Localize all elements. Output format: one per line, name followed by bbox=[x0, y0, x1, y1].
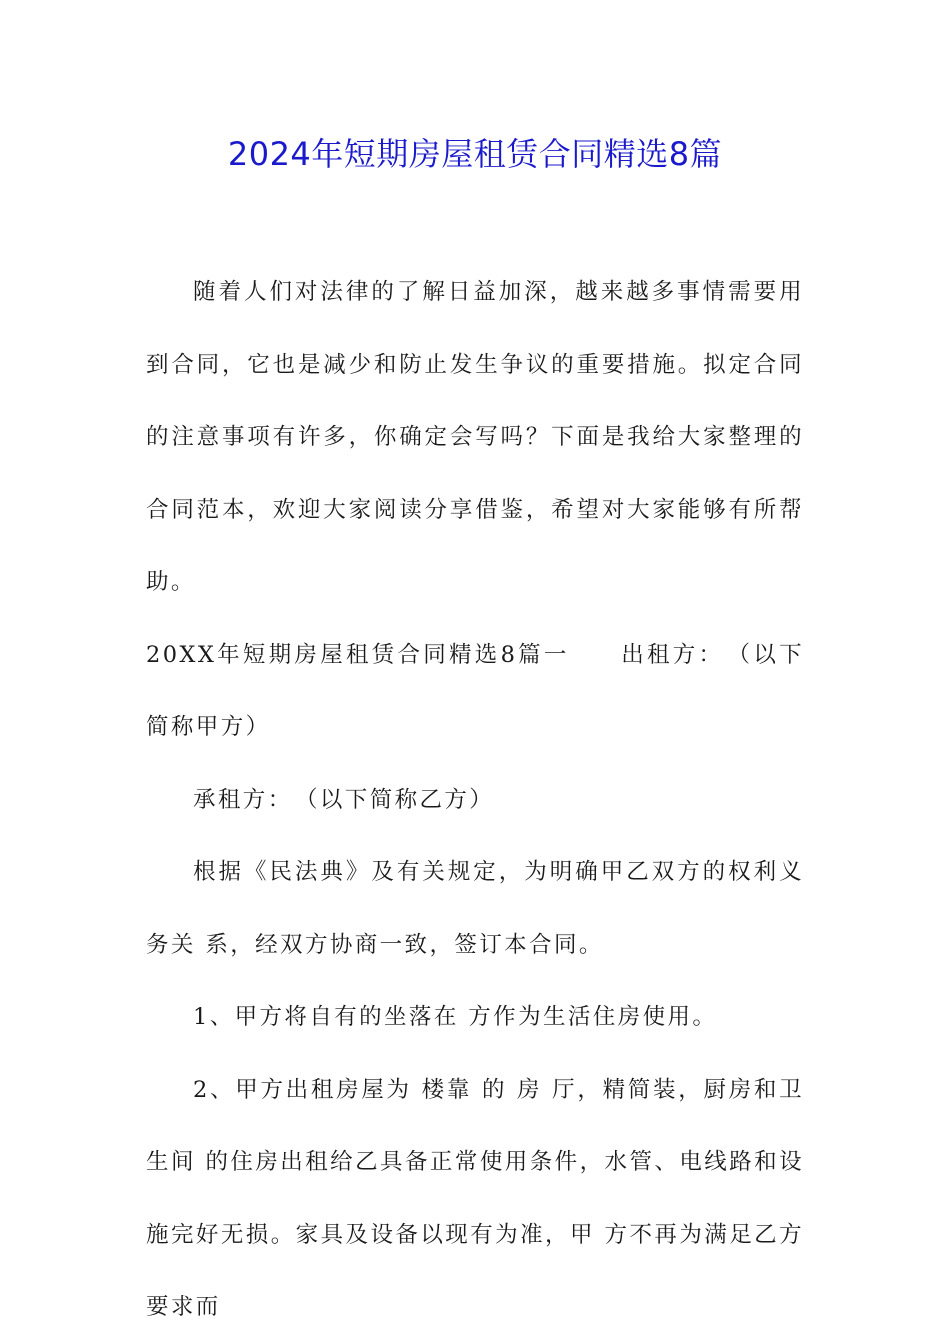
basis-paragraph: 根据《民法典》及有关规定，为明确甲乙双方的权利义务关 系，经双方协商一致，签订本合同。 bbox=[146, 859, 804, 958]
document-body bbox=[146, 256, 804, 1344]
lessee-paragraph: 承租方： （以下简称乙方） bbox=[193, 786, 495, 813]
document-title: 2024年短期房屋租赁合同精选8篇 bbox=[227, 135, 723, 173]
clause-2-paragraph: 2、甲方出租房屋为 楼靠 的 房 厅，精简装，厨房和卫生间 的住房出租给乙具备正常使用条件，水管、电线路和设施完好无损。家具及设备以现有为准，甲 方不再为满足乙方要求而 bbox=[146, 1076, 804, 1320]
intro-paragraph: 随着人们对法律的了解日益加深，越来越多事情需要用到合同，它也是减少和防止发生争议的重要措施。拟定合同的注意事项有许多，你确定会写吗？下面是我给大家整理的合同范本，欢迎大家阅读分享借鉴，希望对大家能够有所帮助。 bbox=[146, 279, 804, 595]
contract-heading-paragraph: 20XX年短期房屋租赁合同精选8篇一 出租方： （以下简称甲方） bbox=[146, 641, 804, 740]
clause-1-paragraph: 1、甲方将自有的坐落在 方作为生活住房使用。 bbox=[193, 1004, 718, 1030]
